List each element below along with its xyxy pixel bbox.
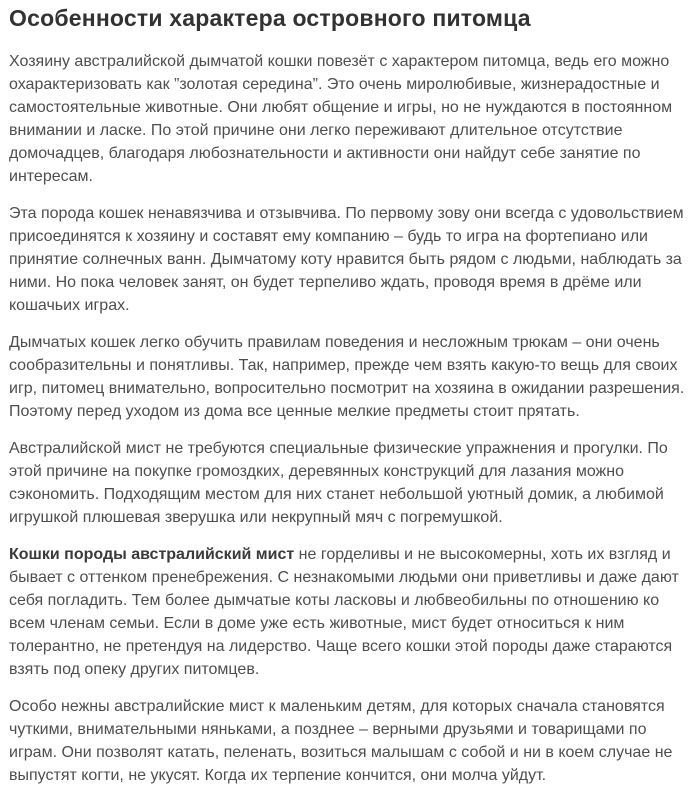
- page-title: Особенности характера островного питомца: [9, 5, 531, 31]
- paragraph-list: [9, 50, 687, 787]
- paragraph: Австралийской мист не требуются специальные физические упражнения и прогулки. По этой причине на покупке громоздких, деревянных конструкций для лазания можно сэкономить. Подходящим местом для них станет небольшой уютный домик, а любимой игрушкой плюшевая зверушка или некрупный мяч с погремушкой.: [9, 439, 668, 526]
- paragraph: Особо нежны австралийские мист к маленьким детям, для которых сначала становятся чуткими, внимательными няньками, а позднее – верными друзьями и товарищами по играм. Они позволят катать, пеленать, возиться малышам с собой и ни в коем случае не выпустят когти, не укусят. Когда их терпение кончится, они молча уйдут.: [9, 697, 673, 784]
- paragraph-lead-bold: Кошки породы австралийский мист: [9, 545, 295, 563]
- paragraph: Дымчатых кошек легко обучить правилам поведения и несложным трюкам – они очень сообразительны и понятливы. Так, например, прежде чем взять какую-то вещь для своих игр, питомец внимательно, вопросительно посмотрит на хозяина в ожидании разрешения. Поэтому перед уходом из дома все ценные мелкие предметы стоит прятать.: [9, 333, 685, 420]
- paragraph: Хозяину австралийской дымчатой кошки повезёт с характером питомца, ведь его можно охарактеризовать как ”золотая середина”. Это очень миролюбивые, жизнерадостные и самостоятельные животные. Они любят общение и игры, но не нуждаются в постоянном внимании и ласке. По этой причине они легко переживают длительное отсутствие домочадцев, благодаря любознательности и активности они найдут себе занятие по интересам.: [9, 52, 673, 185]
- paragraph: Кошки породы австралийский мист не горделивы и не высокомерны, хоть их взгляд и бывает с оттенком пренебрежения. С незнакомыми людьми они приветливы и даже дают себя погладить. Тем более дымчатые коты ласковы и любвеобильны по отношению ко всем членам семьи. Если в доме уже есть животные, мист будет относиться к ним толерантно, не претендуя на лидерство. Чаще всего кошки этой породы даже стараются взять под опеку других питомцев.: [9, 545, 679, 678]
- paragraph: Эта порода кошек ненавязчива и отзывчива. По первому зову они всегда с удовольствием присоединятся к хозяину и составят ему компанию – будь то игра на фортепиано или принятие солнечных ванн. Дымчатому коту нравится быть рядом с людьми, наблюдать за ними. Но пока человек занят, он будет терпеливо ждать, проводя время в дрёме или кошачьих играх.: [9, 204, 684, 314]
